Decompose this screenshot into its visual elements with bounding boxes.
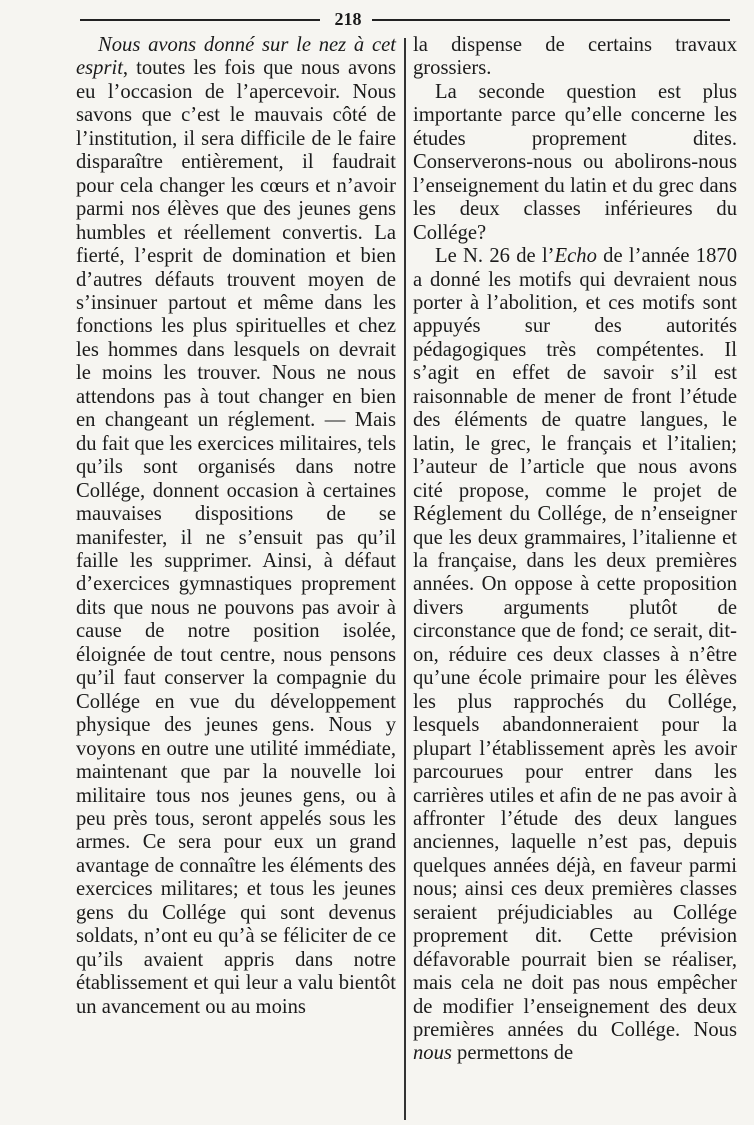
page-header: [80, 8, 730, 30]
right-paragraph-3: [413, 245, 737, 1066]
p3-start: Le N. 26 de l’: [435, 245, 555, 268]
page-number: 218: [334, 9, 362, 29]
right-column: [413, 34, 737, 1066]
column-divider: [404, 38, 406, 1120]
header-rule-left: [80, 19, 320, 21]
p3-italic-nous: nous: [413, 1042, 452, 1065]
p3-end: permettons de: [451, 1042, 574, 1065]
right-paragraph-2: La seconde question est plus importante parce qu’elle concerne les études proprement dites. Conserverons-nous ou abolirons-nous l’enseignement du latin et du grec dans les deux classes inférieures du Collége?: [413, 80, 737, 244]
echo-title: Echo: [554, 245, 597, 268]
p3-body: de l’année 1870 a donné les motifs qui devraient nous porter à l’abolition, et ces motifs sont appuyés sur des autorités pédagogiques très compétentes. Il s’agit en effet de savoir s’il est raisonnable de mener de front l’étude des éléments de quatre langues, le latin, le grec, le français et l’italien; l’auteur de l’article que nous avons cité propose, comme le projet de Réglement du Collége, de n’enseigner que les deux grammaires, l’italienne et la française, dans les deux premières années. On oppose à cette proposition divers arguments plutôt de circonstance que de fond; ce serait, dit-on, réduire ces deux classes à n’être qu’une école primaire pour les élèves les plus rapprochés du Collége, lesquels abandonneraient pour la plupart l’établissement après les avoir parcourues pour entrer dans les carrières utiles et afin de ne pas avoir à affronter l’étude des deux langues anciennes, laquelle n’est pas, depuis quelques années déjà, en faveur parmi nous; ainsi ces deux premières classes seraient préjudiciables au Collége proprement dit. Cette prévision défavorable pourrait bien se réaliser, mais cela ne doit pas nous empêcher de modifier l’enseignement des deux premières années du Collége. Nous: [413, 245, 737, 1042]
right-paragraph-1: la dispense de certains travaux grossiers.: [413, 34, 737, 80]
italic-quote: Nous avons donné sur le nez à cet esprit: [76, 34, 396, 80]
left-column: [76, 34, 396, 1019]
left-paragraph-1: [76, 34, 396, 1019]
left-paragraph-text: , toutes les fois que nous avons eu l’occasion de l’apercevoir. Nous savons que c’est le mauvais côté de l’institution, il sera difficile de le faire disparaître entièrement, il faudrait pour cela changer les cœurs et n’avoir parmi nos élèves que des jeunes gens humbles et réellement convertis. La fierté, l’esprit de domination et bien d’autres défauts trouvent moyen de s’insinuer partout et même dans les fonctions les plus spirituelles et chez les hommes dans lesquels on devrait le moins les trouver. Nous ne nous attendons pas à tout changer en bien en changeant un réglement. — Mais du fait que les exercices militaires, tels qu’ils sont organisés dans notre Collége, donnent occasion à certaines mauvaises dispositions de se manifester, il ne s’ensuit pas qu’il faille les supprimer. Ainsi, à défaut d’exercices gymnastiques proprement dits que nous ne pouvons pas avoir à cause de notre position isolée, éloignée de tout centre, nous pensons qu’il faut conserver la compagnie du Collége en vue du développement physique des jeunes gens. Nous y voyons en outre une utilité immédiate, maintenant que par la nouvelle loi militaire tous nos jeunes gens, ou à peu près tous, seront appelés sous les armes. Ce sera pour eux un grand avantage de connaître les éléments des exercices militares; et tous les jeunes gens du Collége qui sont devenus soldats, n’ont eu qu’à se féliciter de ce qu’ils avaient appris dans notre établissement et qui leur a valu bientôt un avancement ou au moins: [76, 57, 396, 1018]
header-rule-right: [372, 19, 730, 21]
